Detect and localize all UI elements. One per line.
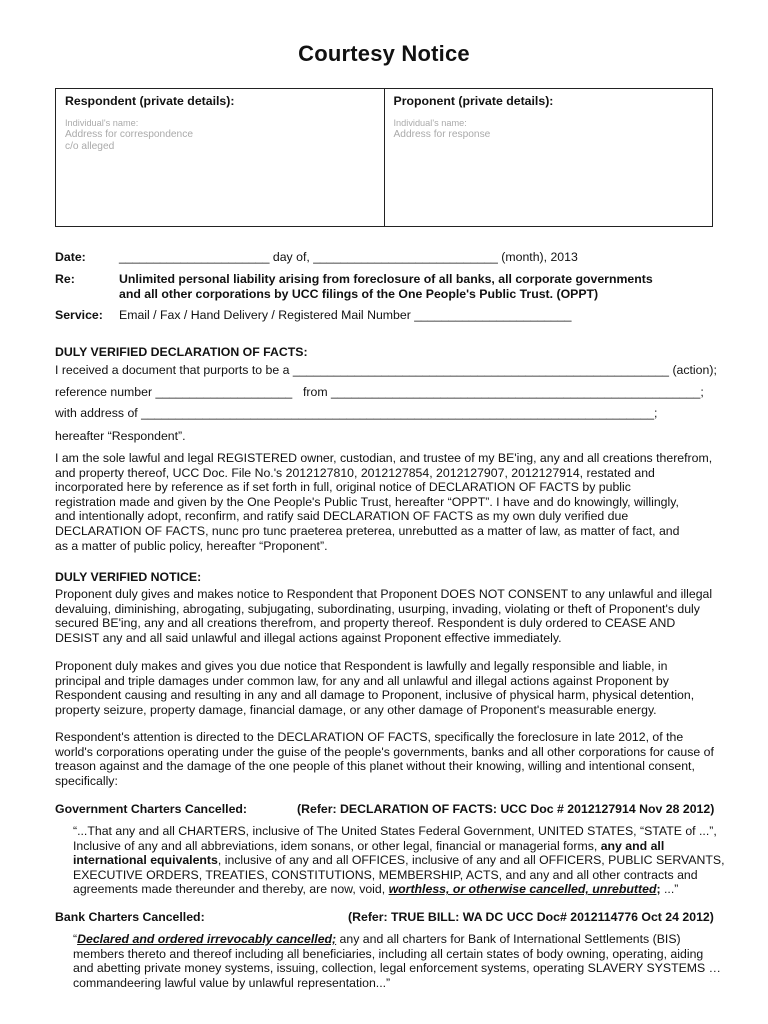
- emphasis-text: worthless, or otherwise cancelled, unrebutted: [388, 882, 657, 897]
- respondent-co-field[interactable]: c/o alleged: [65, 141, 115, 153]
- text-line: [73, 853, 723, 868]
- text-line: treason against and the damage of the one people of this planet without their knowing, willing and intentional consent,: [55, 759, 695, 774]
- text-line: incorporated here by reference as if set forth in full, original notice of DECLARATION OF FACTS by public: [55, 480, 631, 495]
- document-title: Courtesy Notice: [298, 41, 470, 66]
- text-line: Respondent causing and resulting in any and all damage to Proponent, inclusive of physical harm, physical detention,: [55, 688, 695, 703]
- bank-charters-reference: (Refer: TRUE BILL: WA DC UCC Doc# 2012114776 Oct 24 2012): [348, 910, 714, 924]
- text-line: registration made and given by the One People's Public Trust, hereafter “OPPT”. I have and do knowingly, willingly,: [55, 494, 679, 509]
- text-line: EXECUTIVE ORDERS, TREATIES, CONSTITUTIONS, MEMBERSHIP, ACTS, and any and all other contracts and: [73, 867, 698, 882]
- text-span: agreements made thereunder and thereby, are now, void,: [73, 882, 389, 897]
- re-line-2: and all other corporations by UCC filings of the One People's Public Trust. (OPPT): [119, 287, 599, 301]
- text-line: world's corporations operating under the guise of the people's governments, banks and all other corporations for cause of: [55, 744, 714, 759]
- date-label: Date:: [55, 250, 86, 264]
- reference-from-line[interactable]: from ______________________________________________________;: [303, 385, 704, 399]
- proponent-heading: Proponent (private details):: [393, 94, 554, 108]
- notice-paragraph-3: [55, 730, 720, 788]
- notice-paragraph-2: [55, 659, 720, 717]
- text-line: specifically:: [55, 773, 118, 788]
- declaration-body: [55, 451, 720, 553]
- bold-text: any and all: [600, 838, 665, 853]
- government-charters-quote: [73, 824, 723, 897]
- proponent-name-field[interactable]: Individual's name:: [393, 118, 467, 128]
- hereafter-respondent: hereafter “Respondent”.: [55, 429, 186, 443]
- re-label: Re:: [55, 272, 75, 286]
- text-line: Proponent duly gives and makes notice to Respondent that Proponent DOES NOT CONSENT to any unlawful and illegal: [55, 587, 713, 601]
- service-field[interactable]: Email / Fax / Hand Delivery / Registered Mail Number _______________________: [119, 308, 572, 322]
- reference-number-line[interactable]: reference number ____________________: [55, 385, 293, 399]
- emphasis-text: Declared and ordered irrevocably cancelled;: [77, 932, 337, 946]
- text-line: secured BE'ing, any and all creations therefrom, and property thereof. Respondent is duly ordered to CEASE AND: [55, 616, 676, 631]
- text-line: DECLARATION OF FACTS, nunc pro tunc praeterea preterea, unrebutted as a matter of law, as matter of fact, and: [55, 523, 680, 538]
- bank-charters-quote: [73, 932, 723, 990]
- proponent-address-field[interactable]: Address for response: [393, 129, 491, 141]
- text-line: as a matter of public policy, hereafter “Proponent”.: [55, 538, 328, 553]
- service-label: Service:: [55, 308, 103, 322]
- text-line: Proponent duly makes and gives you due notice that Respondent is lawfully and legally responsible and liable, in: [55, 659, 668, 673]
- text-line: “...That any and all CHARTERS, inclusive of The United States Federal Government, UNITED STATES, “STATE of ...”,: [73, 824, 717, 838]
- proponent-details: [384, 89, 713, 226]
- respondent-details: [56, 89, 384, 226]
- text-line: devaluing, diminishing, abrogating, subjugating, subordinating, usurping, invading, violating or theft of Proponent's duly: [55, 601, 700, 616]
- re-line-1: Unlimited personal liability arising from foreclosure of all banks, all corporate governments: [119, 272, 653, 286]
- bank-charters-heading: Bank Charters Cancelled:: [55, 910, 205, 924]
- text-span: ...”: [663, 882, 679, 897]
- text-span: any and all charters for Bank of International Settlements (BIS): [336, 932, 681, 946]
- party-details-box: [55, 88, 713, 227]
- declaration-heading: DULY VERIFIED DECLARATION OF FACTS:: [55, 345, 308, 359]
- text-line: DESIST any and all said unlawful and illegal actions against Proponent effective immediately.: [55, 630, 562, 645]
- bold-text: international equivalents: [73, 853, 218, 868]
- received-document-line[interactable]: I received a document that purports to be a _______________________________________________________ (action);: [55, 363, 717, 377]
- respondent-heading: Respondent (private details):: [65, 94, 235, 108]
- text-line: I am the sole lawful and legal REGISTERED owner, custodian, and trustee of my BE'ing, any and all creations therefrom,: [55, 451, 713, 465]
- respondent-address-line[interactable]: with address of ___________________________________________________________________________;: [55, 406, 658, 420]
- government-charters-reference: (Refer: DECLARATION OF FACTS: UCC Doc # 2012127914 Nov 28 2012): [297, 802, 715, 816]
- text-line: and abetting private money systems, issuing, collection, legal enforcement systems, operating SLAVERY SYSTEMS …: [73, 961, 721, 976]
- text-line: members thereto and thereof including all beneficiaries, including all certain states of body owning, operating, aiding: [73, 946, 704, 961]
- notice-heading: DULY VERIFIED NOTICE:: [55, 570, 202, 584]
- text-line: [73, 932, 723, 947]
- text-line: principal and triple damages under common law, for any and all unlawful and illegal actions against Proponent by: [55, 673, 669, 688]
- text-line: property seizure, property damage, financial damage, or any other damage of Proponent's measurable energy.: [55, 702, 657, 717]
- notice-paragraph-1: [55, 587, 720, 645]
- text-line: Respondent's attention is directed to the DECLARATION OF FACTS, specifically the foreclosure in late 2012, of the: [55, 730, 684, 744]
- text-line: [73, 882, 723, 897]
- text-span: Inclusive of any and all abbreviations, idem sonans, or other legal, financial or managerial forms,: [73, 838, 601, 853]
- text-line: commandeering lawful value by unlawful representation...”: [73, 975, 391, 990]
- bold-text: ;: [656, 882, 664, 897]
- respondent-name-field[interactable]: Individual's name:: [65, 118, 139, 128]
- respondent-address-field[interactable]: Address for correspondence: [65, 129, 193, 141]
- text-line: and intentionally adopt, reconfirm, and ratify said DECLARATION OF FACTS as my own duly verified due: [55, 509, 629, 524]
- text-span: “: [73, 932, 78, 946]
- text-line: [73, 839, 723, 854]
- text-span: , inclusive of any and all OFFICES, inclusive of any and all OFFICERS, PUBLIC SERVANTS,: [217, 853, 725, 868]
- text-line: and property thereof, UCC Doc. File No.'s 2012127810, 2012127854, 2012127907, 2012127914, restated and: [55, 465, 655, 480]
- government-charters-heading: Government Charters Cancelled:: [55, 802, 248, 816]
- date-field[interactable]: ______________________ day of, ___________________________ (month), 2013: [119, 250, 578, 264]
